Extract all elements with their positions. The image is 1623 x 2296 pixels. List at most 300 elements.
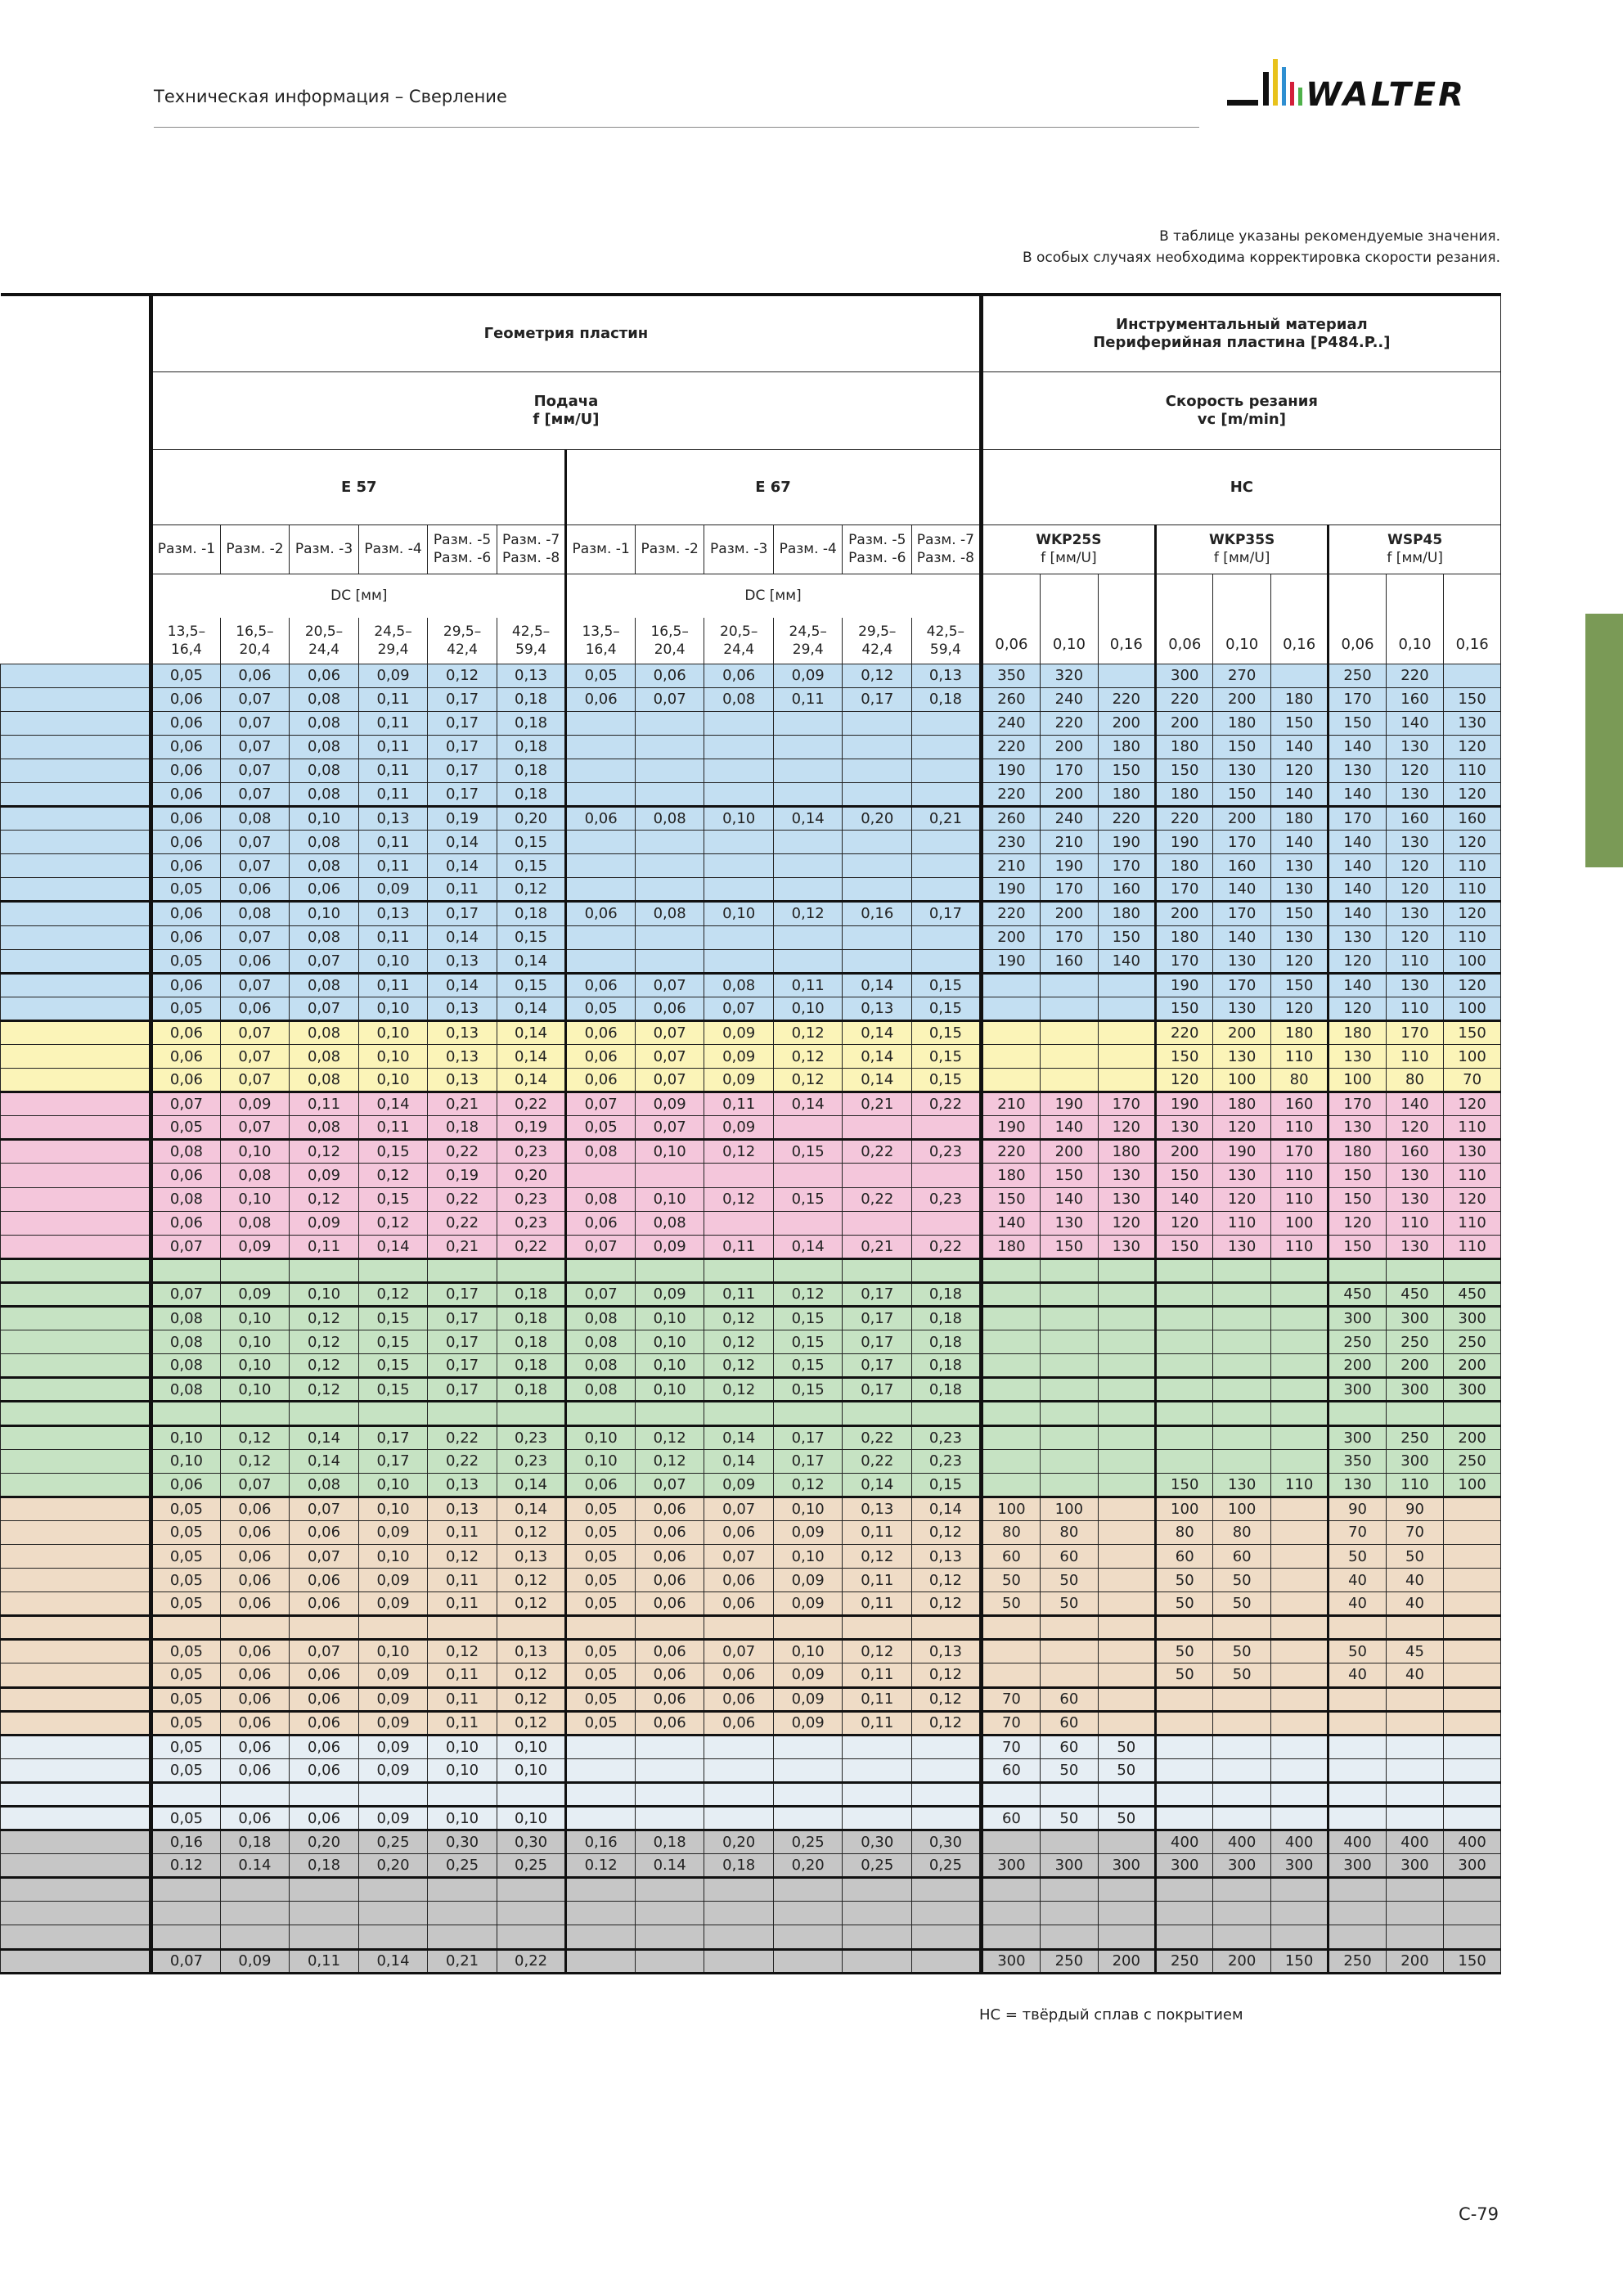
speed-cell: [1213, 1425, 1270, 1449]
diameter-header: 13,5– 16,4: [566, 618, 636, 664]
speed-cell: 220: [1156, 807, 1213, 831]
speed-cell: [1444, 1592, 1501, 1616]
feed-cell: 0,18: [912, 687, 982, 711]
speed-cell: 70: [981, 1735, 1040, 1758]
feed-cell: [566, 1758, 636, 1782]
feed-cell: 0,06: [220, 1758, 290, 1782]
feed-cell: 0,12: [497, 1687, 566, 1711]
feed-cell: [912, 1949, 982, 1973]
speed-cell: 80: [1213, 1520, 1270, 1544]
feed-cell: [566, 782, 636, 806]
feed-cell: 0,25: [912, 1854, 982, 1878]
speed-cell: 240: [1041, 687, 1098, 711]
speed-cell: [981, 1473, 1040, 1497]
feed-cell: 0,17: [428, 902, 497, 925]
table-row: [1, 1949, 1501, 1973]
speed-cell: [1329, 1807, 1386, 1830]
speed-cell: 110: [1386, 949, 1443, 973]
speed-cell: [981, 1354, 1040, 1378]
speed-cell: 80: [1156, 1520, 1213, 1544]
feed-cell: 0,17: [428, 711, 497, 735]
speed-cell: [1156, 1925, 1213, 1949]
speed-cell: 300: [1329, 1425, 1386, 1449]
feed-cell: [704, 1782, 774, 1806]
feed-cell: 0,09: [773, 664, 843, 687]
speed-cell: [1270, 1282, 1328, 1306]
speed-cell: 300: [1444, 1378, 1501, 1402]
feed-cell: 0,11: [704, 1092, 774, 1116]
speed-cell: [1213, 1758, 1270, 1782]
size-header: Разм. -5 Разм. -6: [843, 524, 912, 574]
table-row: [1, 782, 1501, 806]
speed-cell: 120: [1444, 1187, 1501, 1211]
speed-cell: [981, 1782, 1040, 1806]
speed-cell: 140: [1041, 1116, 1098, 1140]
speed-cell: [1444, 1640, 1501, 1663]
speed-cell: [1156, 1282, 1213, 1306]
feed-cell: 0,05: [566, 1520, 636, 1544]
feed-cell: 0,13: [497, 1544, 566, 1568]
table-row: [1, 1307, 1501, 1330]
feed-cell: 0,06: [151, 1069, 221, 1092]
speed-cell: 120: [1270, 949, 1328, 973]
feed-cell: [704, 1758, 774, 1782]
feed-cell: 0,10: [151, 1425, 221, 1449]
feed-cell: 0,17: [843, 1354, 912, 1378]
feed-cell: [704, 759, 774, 782]
feed-cell: 0,25: [843, 1854, 912, 1878]
feed-cell: 0,11: [358, 1116, 428, 1140]
speed-cell: 140: [1386, 1092, 1443, 1116]
table-row: [1, 1187, 1501, 1211]
feed-cell: [566, 1258, 636, 1282]
speed-cell: 200: [1098, 711, 1155, 735]
speed-cell: 50: [1041, 1592, 1098, 1616]
speed-cell: 140: [1329, 735, 1386, 759]
feed-cell: 0,07: [704, 1497, 774, 1520]
feed-cell: [704, 1807, 774, 1830]
feed-cell: [912, 1758, 982, 1782]
table-row: [1, 687, 1501, 711]
material-group-cell: [1, 1330, 151, 1354]
feed-cell: 0,06: [151, 807, 221, 831]
speed-cell: 220: [1098, 807, 1155, 831]
feed-cell: [290, 1258, 359, 1282]
speed-cell: [1444, 1925, 1501, 1949]
feed-cell: 0,05: [151, 1497, 221, 1520]
feed-cell: 0,06: [635, 664, 704, 687]
feed-cell: 0,06: [704, 1711, 774, 1735]
speed-cell: 220: [981, 1140, 1040, 1164]
feed-cell: [704, 854, 774, 878]
speed-cell: 80: [1386, 1069, 1443, 1092]
feed-cell: 0,12: [912, 1569, 982, 1592]
feed-cell: 0,18: [497, 1378, 566, 1402]
speed-cell: 150: [1156, 1235, 1213, 1258]
speed-cell: 110: [1386, 1045, 1443, 1069]
feed-cell: 0,14: [843, 1473, 912, 1497]
feed-cell: 0,12: [497, 878, 566, 902]
feed-cell: 0,13: [358, 807, 428, 831]
feed-cell: 0,08: [704, 973, 774, 997]
feed-cell: 0,06: [635, 1640, 704, 1663]
feed-cell: 0,13: [843, 997, 912, 1020]
feed-cell: 0,15: [912, 1020, 982, 1044]
feed-cell: 0,25: [358, 1830, 428, 1854]
feed-cell: 0,18: [912, 1282, 982, 1306]
material-group-cell: [1, 759, 151, 782]
material-group-cell: [1, 1116, 151, 1140]
speed-cell: 60: [1041, 1711, 1098, 1735]
feed-cell: 0,14: [497, 1069, 566, 1092]
speed-cell: [981, 1258, 1040, 1282]
speed-cell: 110: [1270, 1164, 1328, 1187]
speed-cell: 160: [1098, 878, 1155, 902]
table-row: [1, 1282, 1501, 1306]
feed-cell: [704, 1902, 774, 1925]
speed-cell: 130: [1213, 759, 1270, 782]
speed-cell: 250: [1386, 1330, 1443, 1354]
speed-cell: [1444, 1497, 1501, 1520]
feed-cell: [704, 1949, 774, 1973]
material-group-cell: [1, 1282, 151, 1306]
feed-cell: 0,11: [428, 878, 497, 902]
feed-cell: 0,09: [704, 1045, 774, 1069]
grade-header: WKP35S f [мм/U]: [1156, 524, 1329, 574]
feed-cell: 0,06: [635, 1687, 704, 1711]
feed-cell: 0,05: [151, 878, 221, 902]
feed-cell: [566, 1402, 636, 1425]
speed-cell: 70: [1444, 1069, 1501, 1092]
material-group-cell: [1, 664, 151, 687]
feed-cell: 0,08: [290, 759, 359, 782]
size-header: Разм. -3: [290, 524, 359, 574]
speed-cell: 130: [1213, 1045, 1270, 1069]
speed-cell: [981, 1402, 1040, 1425]
feed-cell: 0,07: [220, 831, 290, 854]
walter-logo: [1227, 59, 1505, 133]
speed-cell: 150: [1156, 759, 1213, 782]
feed-cell: [220, 1925, 290, 1949]
speed-cell: [1098, 1711, 1155, 1735]
speed-cell: 200: [1041, 902, 1098, 925]
speed-cell: 140: [1270, 831, 1328, 854]
speed-cell: [1098, 973, 1155, 997]
speed-cell: 300: [1386, 1854, 1443, 1878]
speed-cell: 180: [1329, 1020, 1386, 1044]
feed-cell: [704, 1164, 774, 1187]
speed-cell: 60: [981, 1807, 1040, 1830]
feed-cell: 0,10: [704, 807, 774, 831]
feed-cell: 0,11: [290, 1949, 359, 1973]
feed-cell: 0,08: [290, 1069, 359, 1092]
speed-cell: 130: [1041, 1211, 1098, 1235]
material-group-cell: [1, 949, 151, 973]
feed-cell: 0,20: [358, 1854, 428, 1878]
speed-cell: [1213, 1378, 1270, 1402]
feed-cell: 0,12: [290, 1378, 359, 1402]
note-line: В особых случаях необходима корректировка скорости резания.: [1022, 250, 1500, 266]
feed-cell: [843, 925, 912, 949]
feed-cell: 0,30: [497, 1830, 566, 1854]
speed-cell: [1329, 1258, 1386, 1282]
feed-cell: 0,30: [843, 1830, 912, 1854]
feed-cell: 0,18: [428, 1116, 497, 1140]
feed-cell: 0,12: [635, 1425, 704, 1449]
speed-cell: 100: [1444, 1045, 1501, 1069]
feed-cell: 0,10: [290, 1282, 359, 1306]
feed-cell: 0,12: [773, 1045, 843, 1069]
material-group-cell: [1, 1592, 151, 1616]
speed-cell: 120: [1386, 854, 1443, 878]
table-row: [1, 1640, 1501, 1663]
speed-cell: [1098, 997, 1155, 1020]
feed-cell: 0,11: [428, 1711, 497, 1735]
feed-cell: 0,05: [566, 664, 636, 687]
feed-cell: 0,12: [912, 1520, 982, 1544]
speed-cell: [1329, 1758, 1386, 1782]
table-row: [1, 831, 1501, 854]
size-header: Разм. -2: [635, 524, 704, 574]
feed-cell: 0,13: [428, 997, 497, 1020]
feed-cell: 0,12: [704, 1187, 774, 1211]
speed-cell: 300: [1444, 1307, 1501, 1330]
grade-header: WKP25S f [мм/U]: [981, 524, 1155, 574]
speed-cell: 170: [1156, 949, 1213, 973]
feed-cell: 0,09: [704, 1473, 774, 1497]
feed-cell: 0,15: [358, 1378, 428, 1402]
speed-cell: 150: [1156, 997, 1213, 1020]
speed-cell: 230: [981, 831, 1040, 854]
feed-cell: 0,11: [843, 1569, 912, 1592]
table-row: [1, 1354, 1501, 1378]
feed-cell: [220, 1902, 290, 1925]
feed-cell: 0,12: [704, 1378, 774, 1402]
feed-cell: 0,06: [290, 1663, 359, 1687]
speed-cell: 80: [981, 1520, 1040, 1544]
feed-cell: 0.14: [635, 1854, 704, 1878]
feed-cell: 0,23: [497, 1211, 566, 1235]
speed-cell: 200: [1213, 807, 1270, 831]
feed-cell: [912, 1616, 982, 1640]
feed-cell: [704, 878, 774, 902]
speed-cell: [1041, 1258, 1098, 1282]
feed-cell: 0,05: [151, 949, 221, 973]
speed-cell: 190: [1098, 831, 1155, 854]
speed-cell: 350: [1329, 1449, 1386, 1473]
material-group-cell: [1, 1663, 151, 1687]
feed-cell: 0,13: [428, 1069, 497, 1092]
feed-cell: 0,20: [773, 1854, 843, 1878]
speed-cell: [1270, 1307, 1328, 1330]
speed-cell: [981, 1663, 1040, 1687]
feed-cell: 0,06: [220, 1520, 290, 1544]
speed-cell: [1213, 1258, 1270, 1282]
speed-cell: 450: [1386, 1282, 1443, 1306]
feed-cell: 0,11: [773, 973, 843, 997]
speed-cell: [1098, 1020, 1155, 1044]
feed-cell: 0,10: [358, 1640, 428, 1663]
feed-cell: 0,09: [358, 664, 428, 687]
speed-cell: 70: [1386, 1520, 1443, 1544]
feed-cell: 0,05: [566, 1663, 636, 1687]
feed-cell: [773, 1949, 843, 1973]
size-header: Разм. -4: [773, 524, 843, 574]
feed-cell: [635, 1616, 704, 1640]
feed-cell: 0,15: [358, 1187, 428, 1211]
speed-cell: 320: [1041, 664, 1098, 687]
feed-cell: [428, 1402, 497, 1425]
feed-cell: 0,17: [843, 1282, 912, 1306]
speed-cell: [1213, 1902, 1270, 1925]
feed-cell: [773, 854, 843, 878]
feed-cell: 0,12: [497, 1592, 566, 1616]
speed-cell: [1098, 1878, 1155, 1902]
feed-cell: 0,19: [497, 1116, 566, 1140]
feed-cell: 0,14: [290, 1449, 359, 1473]
table-row: [1, 1378, 1501, 1402]
speed-cell: 110: [1444, 1235, 1501, 1258]
feed-cell: 0,25: [428, 1854, 497, 1878]
feed-cell: 0,06: [290, 1711, 359, 1735]
speed-cell: 130: [1213, 1473, 1270, 1497]
speed-cell: 110: [1270, 1045, 1328, 1069]
speed-cell: 40: [1329, 1569, 1386, 1592]
feed-cell: 0,10: [635, 1354, 704, 1378]
feed-cell: [773, 831, 843, 854]
feed-cell: 0,07: [220, 925, 290, 949]
speed-cell: 130: [1156, 1116, 1213, 1140]
material-group-cell: [1, 1307, 151, 1330]
speed-cell: 180: [1098, 782, 1155, 806]
speed-cell: 400: [1444, 1830, 1501, 1854]
table-row: [1, 1258, 1501, 1282]
speed-cell: [1444, 1544, 1501, 1568]
feed-cell: 0,10: [290, 807, 359, 831]
speed-cell: [1386, 1925, 1443, 1949]
material-group-cell: [1, 878, 151, 902]
feed-cell: [773, 1758, 843, 1782]
table-row: [1, 735, 1501, 759]
feed-cell: 0,06: [151, 1020, 221, 1044]
feed-cell: 0,11: [843, 1687, 912, 1711]
speed-cell: 50: [1156, 1640, 1213, 1663]
feed-cell: 0,09: [358, 1711, 428, 1735]
speed-cell: 300: [1098, 1854, 1155, 1878]
speed-cell: 200: [1156, 1140, 1213, 1164]
feed-cell: 0,07: [704, 1640, 774, 1663]
speed-cell: 110: [1444, 925, 1501, 949]
speed-cell: 120: [1213, 1116, 1270, 1140]
feed-cell: [843, 1116, 912, 1140]
speed-cell: 450: [1444, 1282, 1501, 1306]
feed-cell: 0,05: [566, 1116, 636, 1140]
table-row: [1, 1782, 1501, 1806]
speed-cell: [1156, 1378, 1213, 1402]
group-hc: HC: [981, 449, 1500, 524]
feed-cell: [497, 1902, 566, 1925]
feed-cell: 0,05: [566, 997, 636, 1020]
feed-cell: [704, 925, 774, 949]
table-row: [1, 1735, 1501, 1758]
speed-cell: 80: [1270, 1069, 1328, 1092]
feed-cell: 0,12: [912, 1711, 982, 1735]
feed-cell: [773, 782, 843, 806]
feed-cell: 0,17: [428, 1354, 497, 1378]
speed-cell: [1098, 664, 1155, 687]
material-group-cell: [1, 1235, 151, 1258]
feed-cell: 0,11: [773, 687, 843, 711]
feed-cell: [151, 1782, 221, 1806]
feed-cell: [358, 1878, 428, 1902]
speed-cell: 250: [1156, 1949, 1213, 1973]
speed-cell: [981, 1069, 1040, 1092]
speed-cell: 120: [1444, 831, 1501, 854]
feed-step-header: 0,06: [1329, 574, 1386, 664]
speed-cell: 50: [1213, 1663, 1270, 1687]
feed-cell: 0,17: [358, 1449, 428, 1473]
size-header: Разм. -1: [566, 524, 636, 574]
speed-cell: 220: [981, 902, 1040, 925]
speed-cell: [1041, 973, 1098, 997]
speed-cell: [1213, 1687, 1270, 1711]
feed-cell: 0,09: [635, 1092, 704, 1116]
feed-cell: 0,13: [428, 1045, 497, 1069]
speed-cell: 180: [1270, 807, 1328, 831]
speed-cell: 210: [981, 1092, 1040, 1116]
speed-cell: 50: [1213, 1640, 1270, 1663]
table-row: [1, 1663, 1501, 1687]
feed-cell: 0,11: [704, 1282, 774, 1306]
feed-cell: 0,08: [566, 1187, 636, 1211]
feed-cell: [912, 1211, 982, 1235]
feed-cell: 0,10: [635, 1140, 704, 1164]
feed-cell: [635, 1402, 704, 1425]
feed-cell: 0,09: [220, 1092, 290, 1116]
speed-cell: [1041, 1902, 1098, 1925]
speed-cell: 50: [1098, 1807, 1155, 1830]
speed-cell: 200: [1213, 1949, 1270, 1973]
speed-cell: 90: [1386, 1497, 1443, 1520]
feed-cell: 0.12: [566, 1854, 636, 1878]
speed-cell: 130: [1386, 1164, 1443, 1187]
feed-cell: [773, 925, 843, 949]
speed-cell: [1213, 1402, 1270, 1425]
feed-cell: 0,13: [843, 1497, 912, 1520]
speed-cell: 400: [1156, 1830, 1213, 1854]
feed-cell: 0,08: [566, 1330, 636, 1354]
speed-cell: 300: [1386, 1449, 1443, 1473]
speed-cell: 100: [1444, 997, 1501, 1020]
feed-cell: 0,14: [497, 1045, 566, 1069]
speed-cell: 220: [981, 782, 1040, 806]
speed-cell: 120: [1156, 1211, 1213, 1235]
page-number: C-79: [1459, 2204, 1499, 2224]
feed-cell: [912, 1807, 982, 1830]
speed-cell: 140: [1270, 735, 1328, 759]
feed-cell: 0,17: [428, 759, 497, 782]
table-row: [1, 1902, 1501, 1925]
feed-cell: 0,10: [220, 1354, 290, 1378]
speed-cell: 170: [1041, 878, 1098, 902]
speed-cell: 110: [1270, 1235, 1328, 1258]
feed-cell: [773, 759, 843, 782]
speed-cell: [1270, 1497, 1328, 1520]
feed-cell: 0,07: [151, 1282, 221, 1306]
speed-cell: 170: [1270, 1140, 1328, 1164]
feed-cell: 0,06: [566, 1473, 636, 1497]
speed-cell: 400: [1270, 1830, 1328, 1854]
